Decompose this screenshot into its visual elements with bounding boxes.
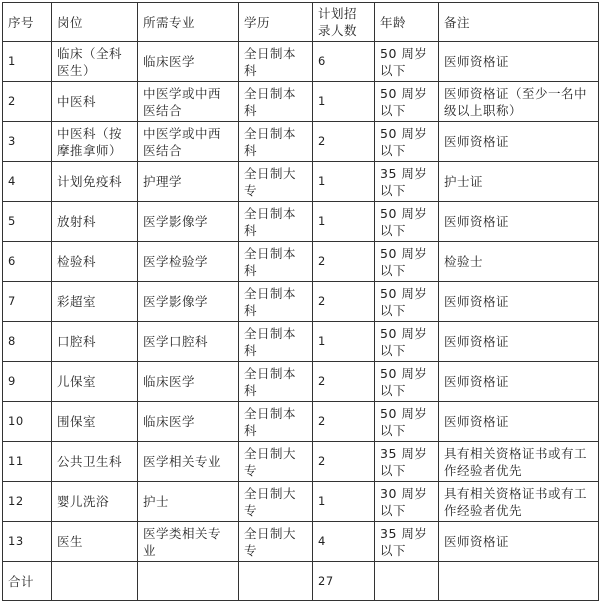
table-body	[3, 42, 599, 601]
cell-col-education: 全日制本科	[239, 82, 313, 122]
table-row	[3, 202, 599, 242]
cell-col-position: 中医科	[52, 82, 138, 122]
cell-col-age: 50 周岁以下	[375, 202, 439, 242]
cell-col-remarks: 医师资格证（至少一名中级以上职称）	[439, 82, 599, 122]
cell-col-age: 50 周岁以下	[375, 362, 439, 402]
cell-col-age: 30 周岁以下	[375, 482, 439, 522]
cell-col-position: 围保室	[52, 402, 138, 442]
cell-col-age: 50 周岁以下	[375, 122, 439, 162]
cell-col-index: 12	[3, 482, 52, 522]
cell-col-headcount: 1	[313, 482, 375, 522]
cell-col-education: 全日制本科	[239, 42, 313, 82]
cell-col-position: 放射科	[52, 202, 138, 242]
cell-col-headcount: 2	[313, 282, 375, 322]
header-col-position: 岗位	[52, 3, 138, 42]
cell-col-index: 9	[3, 362, 52, 402]
cell-col-education: 全日制大专	[239, 442, 313, 482]
header-col-headcount: 计划招录人数	[313, 3, 375, 42]
cell-col-index: 2	[3, 82, 52, 122]
total-col-education	[239, 562, 313, 601]
cell-col-major: 医学相关专业	[138, 442, 239, 482]
cell-col-headcount: 2	[313, 242, 375, 282]
total-row	[3, 562, 599, 601]
cell-col-index: 7	[3, 282, 52, 322]
cell-col-remarks: 医师资格证	[439, 202, 599, 242]
total-col-major	[138, 562, 239, 601]
header-row	[3, 3, 599, 42]
cell-col-headcount: 2	[313, 442, 375, 482]
cell-col-position: 医生	[52, 522, 138, 562]
cell-col-major: 医学影像学	[138, 202, 239, 242]
cell-col-headcount: 2	[313, 402, 375, 442]
cell-col-major: 中医学或中西医结合	[138, 122, 239, 162]
cell-col-headcount: 4	[313, 522, 375, 562]
recruitment-table	[2, 2, 599, 601]
table-row	[3, 42, 599, 82]
cell-col-index: 11	[3, 442, 52, 482]
header-col-education: 学历	[239, 3, 313, 42]
cell-col-education: 全日制本科	[239, 242, 313, 282]
cell-col-education: 全日制本科	[239, 282, 313, 322]
cell-col-education: 全日制大专	[239, 482, 313, 522]
cell-col-position: 彩超室	[52, 282, 138, 322]
cell-col-education: 全日制本科	[239, 362, 313, 402]
cell-col-position: 公共卫生科	[52, 442, 138, 482]
header-col-age: 年龄	[375, 3, 439, 42]
cell-col-age: 50 周岁以下	[375, 322, 439, 362]
cell-col-position: 计划免疫科	[52, 162, 138, 202]
table-row	[3, 82, 599, 122]
table-row	[3, 482, 599, 522]
cell-col-remarks: 医师资格证	[439, 322, 599, 362]
cell-col-education: 全日制本科	[239, 402, 313, 442]
cell-col-position: 中医科（按摩推拿师）	[52, 122, 138, 162]
cell-col-age: 50 周岁以下	[375, 402, 439, 442]
table-row	[3, 162, 599, 202]
total-col-position	[52, 562, 138, 601]
table-row	[3, 122, 599, 162]
cell-col-education: 全日制本科	[239, 322, 313, 362]
cell-col-headcount: 2	[313, 362, 375, 402]
cell-col-index: 6	[3, 242, 52, 282]
cell-col-remarks: 医师资格证	[439, 522, 599, 562]
header-col-remarks: 备注	[439, 3, 599, 42]
cell-col-education: 全日制大专	[239, 522, 313, 562]
cell-col-position: 临床（全科医生）	[52, 42, 138, 82]
cell-col-education: 全日制大专	[239, 162, 313, 202]
cell-col-age: 35 周岁以下	[375, 442, 439, 482]
cell-col-major: 医学影像学	[138, 282, 239, 322]
table-row	[3, 442, 599, 482]
cell-col-major: 临床医学	[138, 362, 239, 402]
cell-col-index: 8	[3, 322, 52, 362]
cell-col-remarks: 具有相关资格证书或有工作经验者优先	[439, 482, 599, 522]
cell-col-remarks: 护士证	[439, 162, 599, 202]
total-col-age	[375, 562, 439, 601]
cell-col-position: 检验科	[52, 242, 138, 282]
table-row	[3, 282, 599, 322]
cell-col-index: 4	[3, 162, 52, 202]
cell-col-headcount: 6	[313, 42, 375, 82]
cell-col-position: 婴儿洗浴	[52, 482, 138, 522]
cell-col-remarks: 医师资格证	[439, 122, 599, 162]
cell-col-age: 50 周岁以下	[375, 242, 439, 282]
cell-col-remarks: 医师资格证	[439, 282, 599, 322]
header-col-major: 所需专业	[138, 3, 239, 42]
cell-col-age: 35 周岁以下	[375, 522, 439, 562]
cell-col-major: 护理学	[138, 162, 239, 202]
cell-col-remarks: 具有相关资格证书或有工作经验者优先	[439, 442, 599, 482]
cell-col-remarks: 医师资格证	[439, 362, 599, 402]
cell-col-remarks: 检验士	[439, 242, 599, 282]
total-col-remarks	[439, 562, 599, 601]
cell-col-major: 医学口腔科	[138, 322, 239, 362]
table-row	[3, 522, 599, 562]
table-row	[3, 402, 599, 442]
cell-col-education: 全日制本科	[239, 202, 313, 242]
table-row	[3, 322, 599, 362]
cell-col-major: 医学类相关专业	[138, 522, 239, 562]
cell-col-headcount: 1	[313, 322, 375, 362]
cell-col-remarks: 医师资格证	[439, 42, 599, 82]
cell-col-headcount: 1	[313, 202, 375, 242]
cell-col-headcount: 1	[313, 162, 375, 202]
cell-col-index: 13	[3, 522, 52, 562]
cell-col-age: 35 周岁以下	[375, 162, 439, 202]
cell-col-index: 3	[3, 122, 52, 162]
cell-col-age: 50 周岁以下	[375, 282, 439, 322]
cell-col-index: 5	[3, 202, 52, 242]
cell-col-position: 口腔科	[52, 322, 138, 362]
cell-col-age: 50 周岁以下	[375, 42, 439, 82]
cell-col-major: 医学检验学	[138, 242, 239, 282]
table-row	[3, 362, 599, 402]
cell-col-major: 临床医学	[138, 402, 239, 442]
cell-col-age: 50 周岁以下	[375, 82, 439, 122]
cell-col-index: 10	[3, 402, 52, 442]
cell-col-headcount: 2	[313, 122, 375, 162]
header-col-index: 序号	[3, 3, 52, 42]
cell-col-index: 1	[3, 42, 52, 82]
total-col-headcount: 27	[313, 562, 375, 601]
cell-col-major: 护士	[138, 482, 239, 522]
cell-col-major: 中医学或中西医结合	[138, 82, 239, 122]
cell-col-major: 临床医学	[138, 42, 239, 82]
total-col-index: 合计	[3, 562, 52, 601]
cell-col-remarks: 医师资格证	[439, 402, 599, 442]
cell-col-education: 全日制本科	[239, 122, 313, 162]
cell-col-position: 儿保室	[52, 362, 138, 402]
cell-col-headcount: 1	[313, 82, 375, 122]
table-row	[3, 242, 599, 282]
